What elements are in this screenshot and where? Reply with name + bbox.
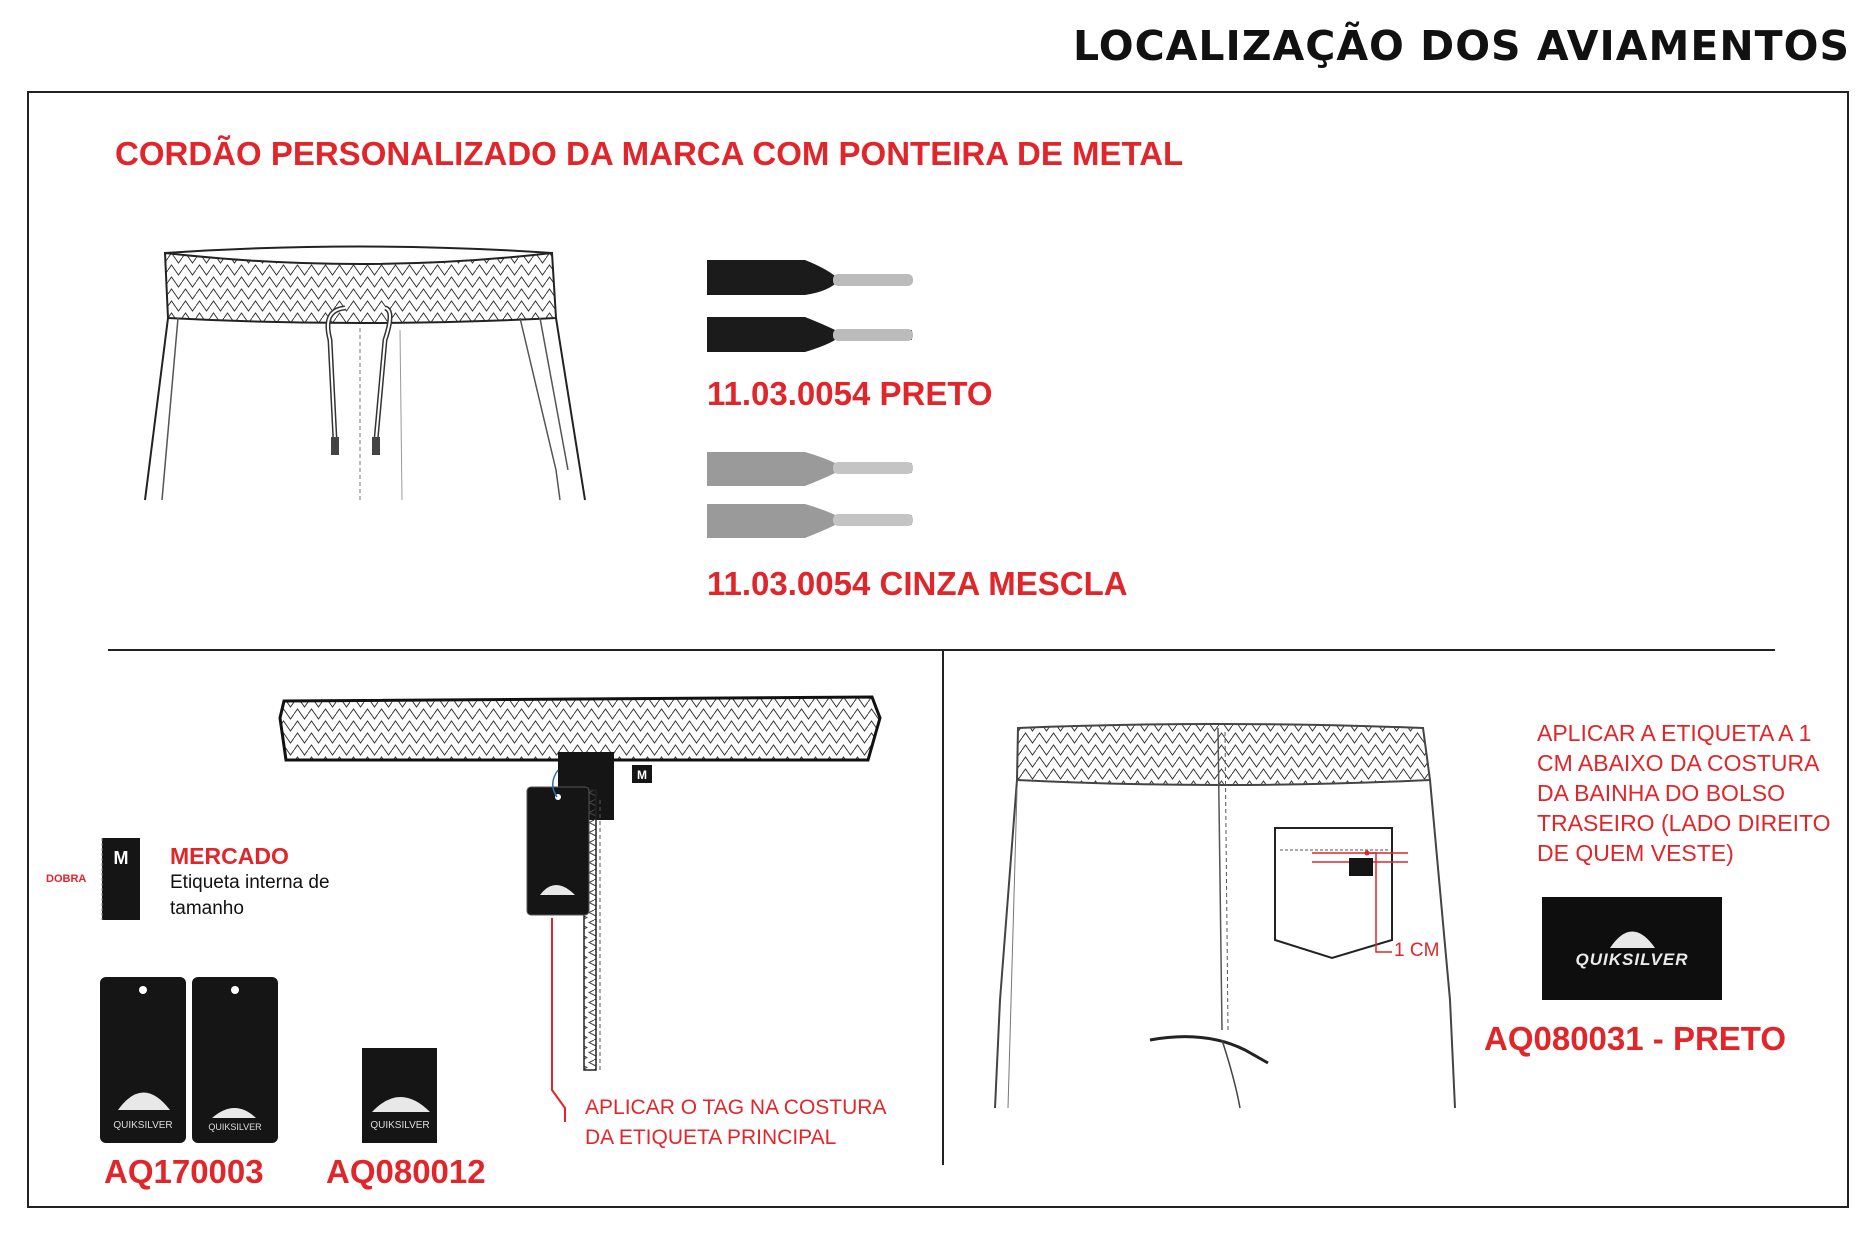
size-label-description: Etiqueta interna de tamanho bbox=[170, 872, 330, 919]
pocket-label-note: APLICAR A ETIQUETA A 1 CM ABAIXO DA COSTURA DA BAINHA DO BOLSO TRASEIRO (LADO DIREITO DE QUEM VESTE) bbox=[1537, 720, 1831, 866]
section-title: CORDÃO PERSONALIZADO DA MARCA COM PONTEIRA DE METAL bbox=[115, 135, 1184, 172]
cord-black-code: 11.03.0054 PRETO bbox=[707, 375, 993, 412]
shorts-back-sketch bbox=[995, 724, 1455, 1108]
svg-text:QUIKSILVER: QUIKSILVER bbox=[208, 1122, 262, 1132]
cord-black-2 bbox=[707, 317, 913, 352]
hangtag-1 bbox=[100, 977, 186, 1143]
page-title: LOCALIZAÇÃO DOS AVIAMENTOS bbox=[1073, 22, 1850, 70]
hangtag-2 bbox=[192, 977, 278, 1143]
tag-placement-note: APLICAR O TAG NA COSTURA DA ETIQUETA PRINCIPAL bbox=[585, 1096, 886, 1149]
size-letter: M bbox=[113, 848, 129, 868]
fold-label: DOBRA bbox=[46, 873, 87, 885]
cord-grey-1 bbox=[707, 452, 913, 486]
cord-grey-code: 11.03.0054 CINZA MESCLA bbox=[707, 565, 1128, 602]
cord-black-1 bbox=[707, 260, 913, 295]
shorts-front-sketch bbox=[145, 247, 585, 501]
measure-label: 1 CM bbox=[1394, 940, 1440, 961]
brand-wordmark: QUIKSILVER bbox=[1575, 950, 1689, 969]
size-label-title: MERCADO bbox=[170, 843, 289, 869]
label-code-aq080031: AQ080031 - PRETO bbox=[1484, 1020, 1787, 1057]
hangtags-code: AQ170003 bbox=[104, 1153, 264, 1190]
svg-text:QUIKSILVER: QUIKSILVER bbox=[113, 1120, 173, 1131]
woven-label-aq080012 bbox=[362, 1048, 437, 1143]
label-code-aq080012: AQ080012 bbox=[326, 1153, 486, 1190]
cord-grey-2 bbox=[707, 504, 913, 538]
svg-text:M: M bbox=[637, 768, 647, 782]
svg-text:QUIKSILVER: QUIKSILVER bbox=[370, 1120, 430, 1131]
woven-label-aq080031 bbox=[1542, 897, 1722, 1000]
